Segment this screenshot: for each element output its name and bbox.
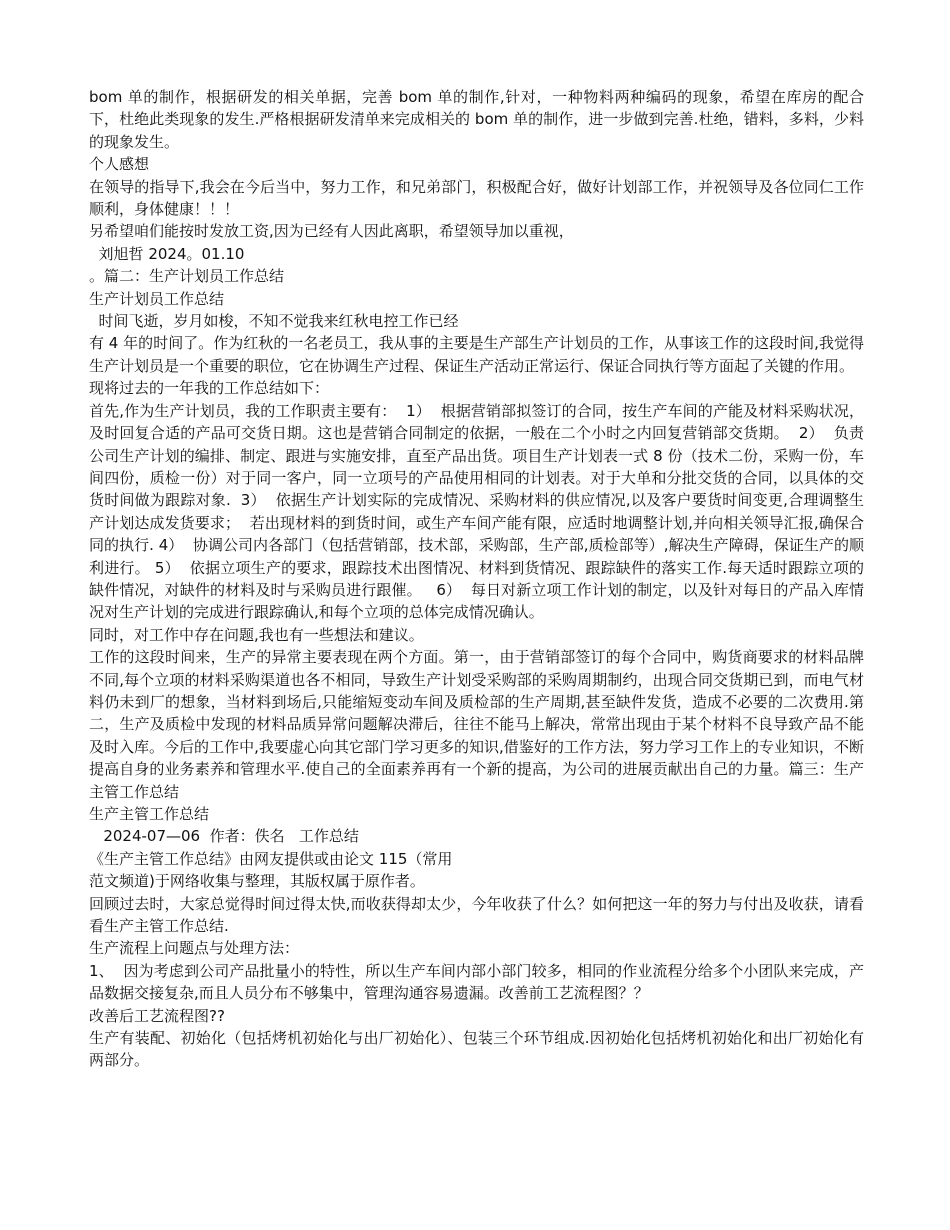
heading-supervisor-summary: 生产主管工作总结	[89, 805, 210, 823]
heading-personal-thoughts: 个人感想	[89, 155, 150, 174]
paragraph-duties: 首先,作为生产计划员，我的工作职责主要有： 1） 根据营销部拟签订的合同，按生产车间的产能及材料采购状况，及时回复合适的产品可交货日期。这也是营销合同制定的依据，一般在二个小时之内回复营销部交货期。 2） 负责公司生产计划的编排、制定、跟进与实施安排，直至产品出货。项目生产计划表一式 8 份（技术二份，采购一份，车间四份，质检一份）对于同一客户，同一立项号的产品使用相同的计划表。对于大单和分批交货的合同，以具体的交货时间做为跟踪对象. 3） 依据生产计划实际的完成情况、采购材料的供应情况,以及客户要货时间变更,合理调整生产计划达成发货要求； 若出现材料的到货时间，或生产车间产能有限，应适时地调整计划,并向相关领导汇报,确保合同的执行. 4） 协调公司内各部门（包括营销部，技术部，采购部，生产部,质检部等）,解决生产障碍，保证生产的顺利进行。 5） 依据立项生产的要求，跟踪技术出图情况、材料到货情况、跟踪缺件的落实工作.每天适时跟踪立项的缺件情况，对缺件的材料及时与采购员进行跟催。 6） 每日对新立项工作计划的制定，以及针对每日的产品入库情况对生产计划的完成进行跟踪确认,和每个立项的总体完成情况确认。	[89, 401, 864, 622]
heading-process-issues: 生产流程上问题点与处理方法：	[89, 939, 300, 958]
paragraph-salary: 另希望咱们能按时发放工资,因为已经有人因此离职，希望领导加以重视，	[89, 222, 574, 241]
paragraph-anomalies: 工作的这段时间来，生产的异常主要表现在两个方面。第一，由于营销部签订的每个合同中，购货商要求的材料品牌不同,每个立项的材料采购渠道也各不相同，导致生产计划受采购部的采购周期制约，出现合同交货期已到，而电气材料仍未到厂的想象，当材料到场后,只能缩短变动车间及质检部的生产周期,甚至缺件发货，造成不必要的二次费用.第二，生产及质检中发现的材料品质异常问题解决滞后，往往不能马上解决，常常出现由于某个材料不良导致产品不能及时入库。今后的工作中,我要虚心向其它部门学习更多的知识,借鉴好的工作方法，努力学习工作上的专业知识，不断提高自身的业务素养和管理水平.使自己的全面素养再有一个新的提高，为公司的进展贡献出自己的力量。篇三：生产主管工作总结	[89, 648, 864, 801]
paragraph-issue-1: 1、 因为考虑到公司产品批量小的特性，所以生产车间内部小部门较多，相同的作业流程分给多个小团队来完成，产品数据交接复杂,而且人员分布不够集中，管理沟通容易遗漏。改善前工艺流程图？？	[89, 961, 864, 1003]
paragraph-source-1: 《生产主管工作总结》由网友提供或由论文 115（常用	[89, 849, 453, 868]
paragraph-review: 回顾过去时，大家总觉得时间过得太快,而收获得却太少，今年收获了什么？如何把这一年的努力与付出及收获，请看看生产主管工作总结.	[89, 894, 864, 936]
paragraph-production-steps: 生产有装配、初始化（包括烤机初始化与出厂初始化）、包装三个环节组成.因初始化包括烤机初始化和出厂初始化有两部分。	[89, 1029, 864, 1070]
article-meta: 2024-07—06 作者：佚名 工作总结	[89, 827, 359, 846]
paragraph-source-2: 范文频道)于网络收集与整理，其版权属于原作者。	[89, 872, 425, 891]
paragraph-four-years: 有 4 年的时间了。作为红秋的一名老员工，我从事的主要是生产部生产计划员的工作，从事该工作的这段时间,我觉得生产计划员是一个重要的职位，它在协调生产过程、保证生产活动正常运行、保证合同执行等方面起了关键的作用。	[89, 334, 864, 375]
paragraph-suggestions-intro: 同时，对工作中存在问题,我也有一些想法和建议。	[89, 625, 424, 644]
paragraph-bom: bom 单的制作，根据研发的相关单据，完善 bom 单的制作,针对，一种物料两种编码的现象，希望在库房的配合下，杜绝此类现象的发生.严格根据研发清单来完成相关的 bom 单的制作，进一步做到完善.杜绝，错料，多料，少料的现象发生。	[89, 88, 864, 151]
paragraph-summary-intro: 现将过去的一年我的工作总结如下：	[89, 379, 330, 398]
signature-date: 刘旭哲 2024。01.10	[89, 244, 245, 263]
section-title-part-two: 。篇二：生产计划员工作总结	[89, 267, 285, 286]
paragraph-improved-flow: 改善后工艺流程图??	[89, 1006, 225, 1025]
heading-planner-summary: 生产计划员工作总结	[89, 289, 225, 308]
paragraph-time-flies: 时间飞逝，岁月如梭，不知不觉我来红秋电控工作已经	[89, 312, 459, 331]
paragraph-thanks: 在领导的指导下,我会在今后当中，努力工作，和兄弟部门，积极配合好，做好计划部工作，并祝领导及各位同仁工作顺利，身体健康！！！	[89, 177, 864, 219]
